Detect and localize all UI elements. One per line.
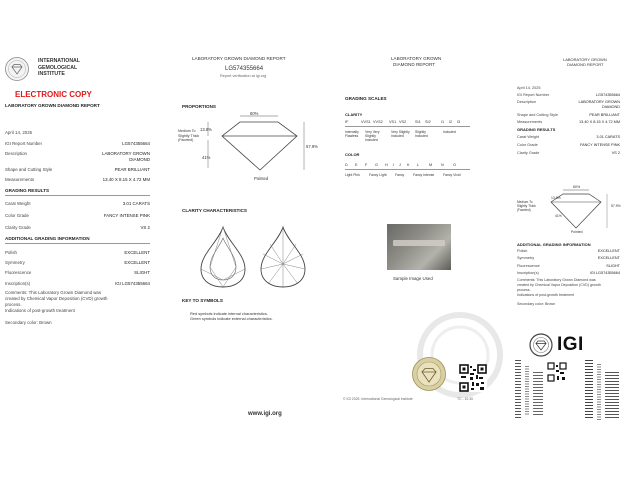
card-vertical-text-strip xyxy=(597,364,601,420)
clarity-scale-label: CLARITY xyxy=(345,112,363,117)
card-fluorescence: SLIGHT xyxy=(606,264,620,268)
right-title-line-2: DIAMOND REPORT xyxy=(393,61,436,67)
clarity-grade-cell: IF xyxy=(345,120,349,124)
description-value-line-2: DIAMOND xyxy=(129,156,150,162)
girdle-line-1: Medium To xyxy=(178,129,196,133)
card-detail-label: Shape and Cutting Style xyxy=(517,113,558,117)
color-letter-cell: H xyxy=(385,163,388,167)
divider xyxy=(345,169,470,170)
card-comment-line: created by Chemical Vapor Deposition (CVD) growth xyxy=(517,283,601,287)
additional-label: Symmetry xyxy=(5,260,25,265)
card-igi-logo: IGI xyxy=(557,334,584,355)
igi-website: www.igi.org xyxy=(248,411,282,417)
electronic-copy-label: ELECTRONIC COPY xyxy=(15,90,92,99)
key-line-external: Green symbols indicate external characteristics. xyxy=(190,316,273,321)
color-letter-cell: O xyxy=(453,163,456,167)
clarity-desc-cell: Slightly Included xyxy=(415,130,428,138)
clarity-grade-value: VS 2 xyxy=(140,225,150,230)
sample-image-highlight xyxy=(393,240,445,246)
card-clarity-grade: VS 2 xyxy=(611,151,620,155)
card-title-line-1: LABORATORY GROWN xyxy=(563,57,607,62)
card-symmetry: EXCELLENT xyxy=(597,256,620,260)
clarity-grade-cell: SI1 xyxy=(415,120,421,124)
comment-line: process. xyxy=(5,302,22,307)
right-title-line-1: LABORATORY GROWN xyxy=(391,56,442,61)
card-grading-label: Carat Weight xyxy=(517,135,540,139)
card-girdle-line-2: Slightly Thick xyxy=(517,204,536,208)
report-verification-note: Report verification at igi.org xyxy=(220,74,267,78)
middle-panel xyxy=(170,0,335,480)
key-line-internal: Red symbols indicate internal characteristics. xyxy=(190,311,268,316)
additional-label: Inscription(s) xyxy=(5,281,31,286)
grading-label: Clarity Grade xyxy=(5,225,31,230)
card-additional-label: Polish xyxy=(517,249,528,253)
card-pavilion-pct: 41% xyxy=(555,214,562,218)
card-proportions-diagram xyxy=(525,188,625,236)
institute-name-line-1: INTERNATIONAL xyxy=(38,58,80,64)
clarity-grade-cell: VVS2 xyxy=(373,120,383,124)
card-description-line-2: DIAMOND xyxy=(602,105,620,109)
card-vertical-text-strip xyxy=(515,360,521,420)
card-seal-icon xyxy=(529,333,553,357)
igi-seal-icon xyxy=(4,56,30,82)
card-additional-label: Inscription(s) xyxy=(517,271,539,275)
institute-name-line-2: GEMOLOGICAL xyxy=(38,64,78,71)
card-crown-pct: 13.8% xyxy=(551,196,561,200)
card-comment-line: Indications of post-growth treatment xyxy=(517,293,575,297)
clarity-grade-cell: VS1 xyxy=(389,120,397,124)
report-number-value: LG574355664 xyxy=(122,141,150,146)
card-report-number: LG574355664 xyxy=(595,93,620,97)
color-letter-cell: K xyxy=(407,163,410,167)
card-date: April 14, 2025 xyxy=(517,86,541,90)
secondary-color: Secondary color: Brown xyxy=(5,320,52,325)
card-vertical-text-strip xyxy=(525,366,529,416)
pear-pavilion-plot xyxy=(258,224,308,290)
card-color-grade: FANCY INTENSE PINK xyxy=(579,143,620,147)
report-card xyxy=(495,0,640,480)
additional-info-heading: ADDITIONAL GRADING INFORMATION xyxy=(5,236,90,241)
left-panel xyxy=(0,0,170,480)
right-panel xyxy=(335,0,495,480)
girdle-line-2: Slightly Thick xyxy=(178,133,200,138)
inscription-value: IGI LG574355664 xyxy=(115,281,150,286)
card-detail-label: Description xyxy=(517,100,536,104)
color-letter-cell: N xyxy=(441,163,444,167)
clarity-grade-cell: I3 xyxy=(457,120,461,124)
grading-label: Color Grade xyxy=(5,213,29,218)
color-desc-cell: Fancy Intense xyxy=(413,173,435,177)
detail-label: IGI Report Number xyxy=(5,141,43,146)
card-polish: EXCELLENT xyxy=(597,249,620,253)
clarity-grade-cell: VVS1 xyxy=(361,120,371,124)
color-letter-cell: G xyxy=(375,163,378,167)
color-desc-cell: Fancy xyxy=(395,173,405,177)
form-code-footer: TC - 10.30 xyxy=(457,397,474,401)
clarity-desc-cell: Included xyxy=(443,130,456,134)
card-shape: PEAR BRILLIANT xyxy=(589,113,620,117)
card-additional-label: Fluorescence xyxy=(517,264,540,268)
color-desc-cell: Light Pink xyxy=(345,173,360,177)
clarity-grade-cell: I2 xyxy=(449,120,453,124)
card-girdle-line-1: Medium To xyxy=(517,200,533,204)
divider xyxy=(345,126,470,127)
color-letter-cell: M xyxy=(429,163,433,167)
clarity-grade-cell: VS2 xyxy=(399,120,407,124)
card-comment-line: Comments: This Laboratory Grown Diamond was xyxy=(517,278,596,282)
card-detail-label: Measurements xyxy=(517,120,543,124)
card-grading-label: Clarity Grade xyxy=(517,151,540,155)
key-to-symbols-heading: KEY TO SYMBOLS xyxy=(182,298,223,303)
card-title-line-2: DIAMOND REPORT xyxy=(567,62,604,67)
card-qr-code-icon xyxy=(547,362,567,382)
clarity-desc-cell: Very Slightly Included xyxy=(391,130,410,138)
institute-name-line-3: INSTITUTE xyxy=(38,71,65,77)
card-culet: Pointed xyxy=(571,230,583,234)
proportions-heading: PROPORTIONS xyxy=(182,104,216,109)
clarity-desc-cell: Very Very Slightly Included xyxy=(365,130,380,142)
grading-label: Carat Weight xyxy=(5,201,31,206)
card-description: LABORATORY GROWN xyxy=(578,100,620,104)
clarity-desc-cell: Internally Flawless xyxy=(345,130,359,138)
color-scale-label: COLOR xyxy=(345,152,360,157)
girdle-line-3: (Faceted) xyxy=(178,138,194,142)
card-inscription: IGI LG574355664 xyxy=(589,271,620,275)
pavilion-percentage: 41% xyxy=(202,155,211,160)
card-additional-label: Symmetry xyxy=(517,256,535,260)
card-vertical-text-strip xyxy=(533,372,543,416)
clarity-characteristics-heading: CLARITY CHARACTERISTICS xyxy=(182,208,247,213)
color-letter-cell: E xyxy=(355,163,358,167)
fluorescence-value: SLIGHT xyxy=(134,270,150,275)
qr-code-icon xyxy=(459,364,487,392)
card-secondary-color: Secondary color: Brown xyxy=(517,302,556,306)
table-percentage: 60% xyxy=(250,111,259,116)
color-desc-cell: Fancy Vivid xyxy=(443,173,461,177)
polish-value: EXCELLENT xyxy=(124,250,150,255)
left-report-date: April 14, 2025 xyxy=(5,130,33,135)
divider xyxy=(5,243,150,244)
color-desc-cell: Fancy Light xyxy=(369,173,387,177)
comment-line: Comments: This Laboratory Grown Diamond was xyxy=(5,290,102,295)
copyright-footer: © IGI 2025, International Gemological Institute xyxy=(343,397,413,401)
comment-line: created by Chemical Vapor Deposition (CVD) growth xyxy=(5,296,108,301)
card-vertical-text-strip xyxy=(585,360,593,420)
additional-label: Polish xyxy=(5,250,17,255)
color-letter-cell: F xyxy=(365,163,368,167)
detail-label: Shape and Cutting Style xyxy=(5,167,53,172)
crown-percentage: 13.8% xyxy=(200,127,212,132)
middle-report-number: LG574355664 xyxy=(225,66,264,72)
card-vertical-text-strip xyxy=(605,372,619,420)
detail-label: Measurements xyxy=(5,177,35,182)
measurements-value: 13.40 X 8.15 X 4.72 MM xyxy=(102,177,150,182)
color-letter-cell: I xyxy=(393,163,395,167)
sample-image xyxy=(387,224,451,270)
card-girdle-line-3: (Faceted) xyxy=(517,208,531,212)
gold-seal-icon xyxy=(411,356,447,392)
carat-weight-value: 3.01 CARATS xyxy=(122,201,150,206)
sample-image-caption: Sample Image Used xyxy=(393,276,433,281)
comment-line: Indications of post-growth treatment xyxy=(5,308,75,313)
card-carat-weight: 3.01 CARATS xyxy=(596,135,620,139)
grading-scales-heading: GRADING SCALES xyxy=(345,96,387,101)
symmetry-value: EXCELLENT xyxy=(124,260,150,265)
color-grade-value: FANCY INTENSE PINK xyxy=(103,213,150,218)
clarity-grade-cell: I1 xyxy=(441,120,445,124)
card-grading-label: Color Grade xyxy=(517,143,538,147)
color-letter-cell: L xyxy=(417,163,420,167)
middle-report-title: LABORATORY GROWN DIAMOND REPORT xyxy=(192,56,286,61)
detail-label: Description xyxy=(5,151,27,156)
additional-label: Fluorescence xyxy=(5,270,32,275)
color-letter-cell: D xyxy=(345,163,348,167)
color-letter-cell: J xyxy=(399,163,401,167)
card-table-pct: 60% xyxy=(573,185,581,189)
card-comment-line: process. xyxy=(517,288,531,292)
pear-crown-plot xyxy=(198,224,248,290)
shape-value: PEAR BRILLIANT xyxy=(114,167,150,172)
description-value: LABORATORY GROWN xyxy=(102,151,150,156)
clarity-grade-cell: SI2 xyxy=(425,120,431,124)
card-depth-pct: 57.9% xyxy=(611,204,621,208)
depth-percentage: 57.9% xyxy=(306,144,318,149)
divider xyxy=(5,195,150,196)
card-grading-heading: GRADING RESULTS xyxy=(517,127,556,132)
grading-results-heading: GRADING RESULTS xyxy=(5,188,50,193)
card-detail-label: IGI Report Number xyxy=(517,93,550,97)
culet-label: Pointed xyxy=(254,176,269,181)
card-additional-heading: ADDITIONAL GRADING INFORMATION xyxy=(517,242,591,247)
left-report-title: LABORATORY GROWN DIAMOND REPORT xyxy=(5,103,100,108)
card-measurements: 13.40 X 8.15 X 4.72 MM xyxy=(579,120,620,124)
